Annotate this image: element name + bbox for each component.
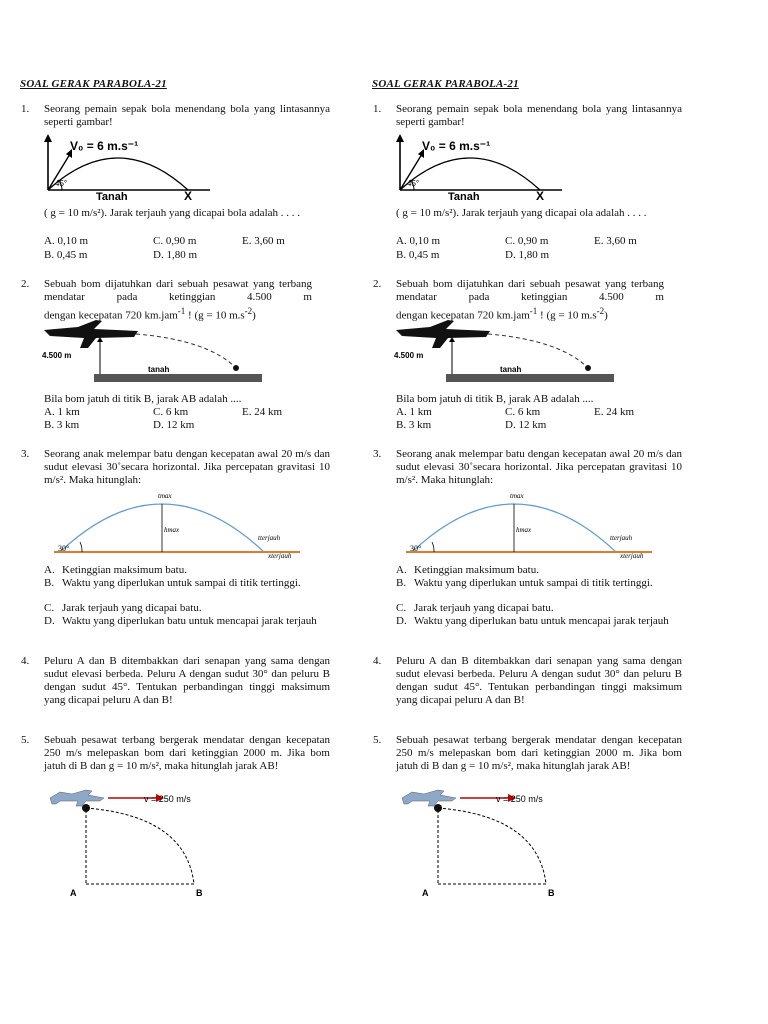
question-number: 4. — [373, 655, 382, 667]
item-text: Ketinggian maksimum batu. — [62, 564, 187, 576]
kick-trajectory-figure — [40, 134, 220, 202]
xfar-label: xterjauh — [268, 552, 292, 560]
item-label: C. — [44, 602, 55, 614]
question-number: 5. — [373, 734, 382, 746]
tfar-label: tterjauh — [610, 534, 633, 542]
tmax-label: tmax — [158, 492, 172, 500]
option-c: C. 6 km — [505, 406, 541, 418]
hmax-label: hmax — [164, 526, 180, 534]
velocity-label: v = 250 m/s — [496, 794, 543, 804]
item-text: Waktu yang diperlukan untuk sampai di titik tertinggi. — [414, 577, 653, 589]
v0-label: V₀ = 6 m.s⁻¹ — [422, 139, 491, 153]
item-text: Waktu yang diperlukan batu untuk mencapai jarak terjauh — [62, 615, 317, 627]
item-text: Jarak terjauh yang dicapai batu. — [62, 602, 202, 614]
option-a: A. 0,10 m — [44, 235, 88, 247]
ground-label: tanah — [148, 365, 170, 374]
worksheet-left — [0, 0, 360, 1024]
item-label: A. — [44, 564, 55, 576]
item-text: Waktu yang diperlukan untuk sampai di titik tertinggi. — [62, 577, 301, 589]
ground-label: Tanah — [448, 191, 480, 202]
option-d: D. 1,80 m — [505, 249, 549, 261]
option-d: D. 12 km — [153, 419, 195, 431]
airplane-icon — [396, 320, 490, 348]
option-c: C. 6 km — [153, 406, 189, 418]
x-label: X — [184, 189, 193, 202]
point-b-label: B — [196, 888, 203, 898]
option-a: A. 0,10 m — [396, 235, 440, 247]
angle-label: 30° — [58, 544, 70, 553]
item-label: B. — [44, 577, 55, 589]
item-label: A. — [396, 564, 407, 576]
angle-label: 45° — [55, 179, 68, 188]
item-text: Ketinggian maksimum batu. — [414, 564, 539, 576]
question-2-text: Sebuah bom dijatuhkan dari sebuah pesawat yang terbang mendatar pada ketinggian 4.500 m — [396, 278, 664, 303]
height-label: 4.500 m — [42, 351, 72, 360]
bomb-drop-figure — [390, 318, 620, 386]
question-2-speed: dengan kecepatan 720 km.jam$^{-1}$ ! (g = 10 $m.s^{-2}$) — [396, 306, 608, 322]
v0-label: V₀ = 6 m.s⁻¹ — [70, 139, 139, 153]
question-2-prompt: Bila bom jatuh di titik B, jarak AB adalah .... — [44, 393, 242, 405]
point-b-label: B — [548, 888, 555, 898]
question-1-prompt: ( g = 10 m/s²). Jarak terjauh yang dicapai bola adalah . . . . — [44, 207, 301, 219]
question-5-text: Sebuah pesawat terbang bergerak mendatar dengan kecepatan 250 m/s melepaskan bom dari ketinggian 2000 m. Jika bom jatuh di B dan g = 10 m/s², maka hitunglah jarak AB! — [396, 734, 682, 772]
parabola-figure — [50, 486, 310, 562]
bomb-path-figure — [46, 786, 256, 898]
hmax-label: hmax — [516, 526, 532, 534]
parabola-figure — [402, 486, 662, 562]
option-d: D. 12 km — [505, 419, 547, 431]
bomb-drop-figure — [38, 318, 268, 386]
option-b: B. 0,45 m — [396, 249, 440, 261]
item-label: D. — [44, 615, 55, 627]
item-text: Jarak terjauh yang dicapai batu. — [414, 602, 554, 614]
point-a-label: A — [422, 888, 429, 898]
question-1-text: Seorang pemain sepak bola menendang bola yang lintasannya seperti gambar! — [44, 103, 330, 128]
question-5-text: Sebuah pesawat terbang bergerak mendatar dengan kecepatan 250 m/s melepaskan bom dari ketinggian 2000 m. Jika bom jatuh di B dan g = 10 m/s², maka hitunglah jarak AB! — [44, 734, 330, 772]
question-number: 2. — [21, 278, 30, 290]
point-a-label: A — [70, 888, 77, 898]
tfar-label: tterjauh — [258, 534, 281, 542]
x-label: X — [536, 189, 545, 202]
option-a: A. 1 km — [396, 406, 432, 418]
airplane-icon — [50, 790, 104, 806]
option-b: B. 0,45 m — [44, 249, 88, 261]
option-c: C. 0,90 m — [505, 235, 549, 247]
tmax-label: tmax — [510, 492, 524, 500]
item-label: B. — [396, 577, 407, 589]
option-a: A. 1 km — [44, 406, 80, 418]
airplane-icon — [44, 320, 138, 348]
question-number: 1. — [373, 103, 382, 115]
question-number: 3. — [373, 448, 382, 460]
question-number: 2. — [373, 278, 382, 290]
question-number: 3. — [21, 448, 30, 460]
xfar-label: xterjauh — [620, 552, 644, 560]
kick-trajectory-figure — [392, 134, 572, 202]
question-4-text: Peluru A dan B ditembakkan dari senapan yang sama dengan sudut elevasi berbeda. Peluru A dengan sudut 30° dan peluru B dengan sudut 45°. Tentukan perbandingan tinggi maksimum yang dicapai peluru A dan B! — [396, 655, 682, 706]
sheet-title: SOAL GERAK PARABOLA-21 — [372, 78, 519, 90]
airplane-icon — [402, 790, 456, 806]
bomb-path-figure — [398, 786, 608, 898]
item-label: D. — [396, 615, 407, 627]
height-label: 4.500 m — [394, 351, 424, 360]
item-label: C. — [396, 602, 407, 614]
question-3-text: Seorang anak melempar batu dengan kecepatan awal 20 m/s dan sudut elevasi 30˚secara horizontal. Jika percepatan gravitasi 10 m/s². Maka hitunglah: — [396, 448, 682, 486]
question-1-prompt: ( g = 10 m/s²). Jarak terjauh yang dicapai ola adalah . . . . — [396, 207, 647, 219]
question-2-prompt: Bila bom jatuh di titik B, jarak AB adalah .... — [396, 393, 594, 405]
option-e: E. 3,60 m — [242, 235, 285, 247]
item-text: Waktu yang diperlukan batu untuk mencapai jarak terjauh — [414, 615, 669, 627]
question-3-text: Seorang anak melempar batu dengan kecepatan awal 20 m/s dan sudut elevasi 30˚secara horizontal. Jika percepatan gravitasi 10 m/s². Maka hitunglah: — [44, 448, 330, 486]
question-number: 1. — [21, 103, 30, 115]
angle-label: 30° — [410, 544, 422, 553]
option-c: C. 0,90 m — [153, 235, 197, 247]
question-1-text: Seorang pemain sepak bola menendang bola yang lintasannya seperti gambar! — [396, 103, 682, 128]
ground-label: Tanah — [96, 191, 128, 202]
ground-label: tanah — [500, 365, 522, 374]
angle-label: 45° — [407, 179, 420, 188]
option-b: B. 3 km — [44, 419, 80, 431]
option-e: E. 24 km — [242, 406, 283, 418]
option-e: E. 24 km — [594, 406, 635, 418]
worksheet-right — [352, 0, 712, 1024]
question-2-text: Sebuah bom dijatuhkan dari sebuah pesawat yang terbang mendatar pada ketinggian 4.500 m — [44, 278, 312, 303]
option-e: E. 3,60 m — [594, 235, 637, 247]
option-d: D. 1,80 m — [153, 249, 197, 261]
question-4-text: Peluru A dan B ditembakkan dari senapan yang sama dengan sudut elevasi berbeda. Peluru A dengan sudut 30° dan peluru B dengan sudut 45°. Tentukan perbandingan tinggi maksimum yang dicapai peluru A dan B! — [44, 655, 330, 706]
sheet-title: SOAL GERAK PARABOLA-21 — [20, 78, 167, 90]
option-b: B. 3 km — [396, 419, 432, 431]
question-2-speed: dengan kecepatan 720 km.jam$^{-1}$ ! (g = 10 $m.s^{-2}$) — [44, 306, 256, 322]
velocity-label: v = 250 m/s — [144, 794, 191, 804]
question-number: 4. — [21, 655, 30, 667]
question-number: 5. — [21, 734, 30, 746]
